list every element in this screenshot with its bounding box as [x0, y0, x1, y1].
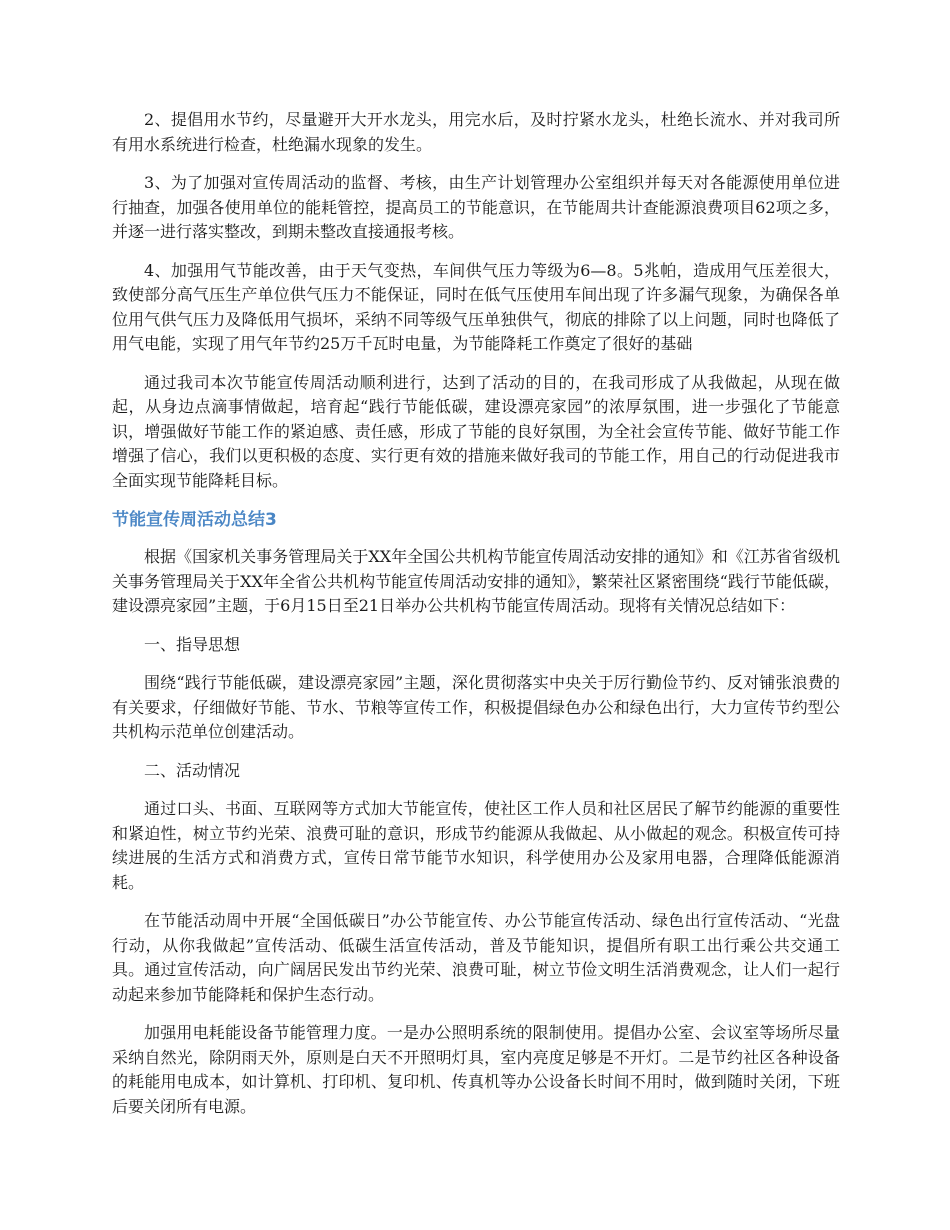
paragraph-electricity: 加强用电耗能设备节能管理力度。一是办公照明系统的限制使用。提倡办公室、会议室等场所尽量采纳自然光，除阴雨天外，原则是白天不开照明灯具，室内亮度足够是不开灯。二是节约社区各种设备的耗能用电成本，如计算机、打印机、复印机、传真机等办公设备长时间不用时，做到随时关闭，下班后要关闭所有电源。	[112, 1023, 840, 1116]
paragraph-intro: 根据《国家机关事务管理局关于XX年全国公共机构节能宣传周活动安排的通知》和《江苏省省级机关事务管理局关于XX年全省公共机构节能宣传周活动安排的通知》，繁荣社区紧密围绕“践行节能低碳，建设漂亮家园”主题，于6月15日至21日举办公共机构节能宣传周活动。现将有关情况总结如下：	[112, 547, 840, 615]
paragraph-activities: 在节能活动周中开展“全国低碳日”办公节能宣传、办公节能宣传活动、绿色出行宣传活动、“光盘行动，从你我做起”宣传活动、低碳生活宣传活动，普及节能知识，提倡所有职工出行乘公共交通工具。通过宣传活动，向广阔居民发出节约光荣、浪费可耻，树立节俭文明生活消费观念，让人们一起行动起来参加节能降耗和保护生态行动。	[112, 911, 840, 1004]
paragraph-publicity: 通过口头、书面、互联网等方式加大节能宣传，使社区工作人员和社区居民了解节约能源的重要性和紧迫性，树立节约光荣、浪费可耻的意识，形成节约能源从我做起、从小做起的观念。积极宣传可持续进展的生活方式和消费方式，宣传日常节能节水知识，科学使用办公及家用电器，合理降低能源消耗。	[112, 799, 840, 892]
subheading-activity-status: 二、活动情况	[144, 760, 241, 780]
paragraph-supervision: 3、为了加强对宣传周活动的监督、考核，由生产计划管理办公室组织并每天对各能源使用单位进行抽查，加强各使用单位的能耗管控，提高员工的节能意识，在节能周共计查能源浪费项目62项之多，并逐一进行落实整改，到期未整改直接通报考核。	[112, 173, 840, 241]
paragraph-air-pressure: 4、加强用气节能改善，由于天气变热，车间供气压力等级为6—8。5兆帕，造成用气压差很大，致使部分高气压生产单位供气压力不能保证，同时在低气压使用车间出现了许多漏气现象，为确保各单位用气供气压力及降低用气损坏，采纳不同等级气压单独供气，彻底的排除了以上问题，同时也降低了用气电能，实现了用气年节约25万千瓦时电量，为节能降耗工作奠定了很好的基础	[112, 260, 840, 353]
paragraph-guiding-ideology: 围绕“践行节能低碳，建设漂亮家园”主题，深化贯彻落实中央关于厉行勤俭节约、反对铺张浪费的有关要求，仔细做好节能、节水、节粮等宣传工作，积极提倡绿色办公和绿色出行，大力宣传节约型公共机构示范单位创建活动。	[112, 673, 840, 741]
section-heading: 节能宣传周活动总结3	[112, 510, 277, 530]
paragraph-conclusion: 通过我司本次节能宣传周活动顺利进行，达到了活动的目的，在我司形成了从我做起，从现在做起，从身边点滴事情做起，培育起“践行节能低碳，建设漂亮家园”的浓厚氛围，进一步强化了节能意识，增强做好节能工作的紧迫感、责任感，形成了节能的良好氛围，为全社会宣传节能、做好节能工作增强了信心，我们以更积极的态度、实行更有效的措施来做好我司的节能工作，用自己的行动促进我市全面实现节能降耗目标。	[112, 372, 840, 490]
paragraph-water-saving: 2、提倡用水节约，尽量避开大开水龙头，用完水后，及时拧紧水龙头，杜绝长流水、并对我司所有用水系统进行检查，杜绝漏水现象的发生。	[112, 110, 840, 154]
subheading-guiding-ideology: 一、指导思想	[144, 634, 241, 654]
document-page	[112, 108, 840, 1133]
